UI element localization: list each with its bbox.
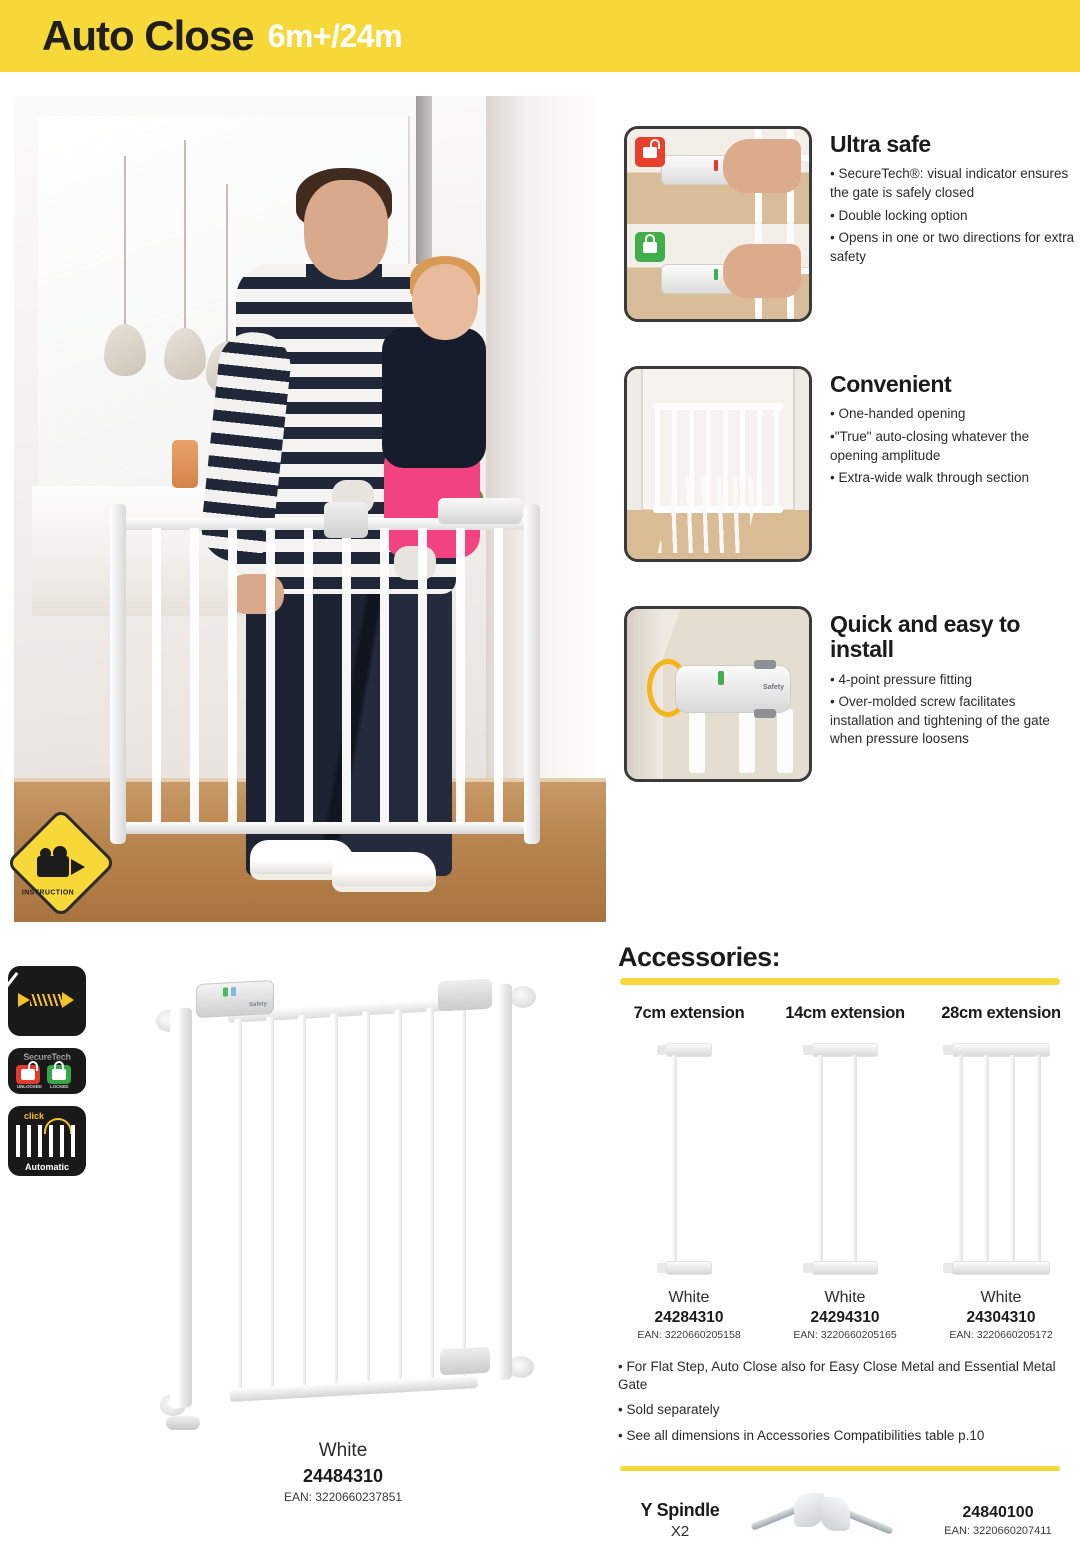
accessory-note: • See all dimensions in Accessories Compatibilities table p.10 <box>618 1427 985 1443</box>
spindle-image <box>742 1485 922 1555</box>
gate-bar <box>362 1011 370 1395</box>
accessory-reference: 24294310 <box>810 1309 880 1326</box>
extension-bar <box>1010 1055 1015 1263</box>
gate-hinge-top <box>438 978 492 1011</box>
feature-text-convenient <box>830 366 1080 562</box>
gate-foot <box>166 1416 200 1430</box>
accessory-ean: EAN: 3220660205158 <box>637 1329 741 1341</box>
gate-bars <box>114 528 536 824</box>
indicator-green <box>718 671 724 685</box>
padlock-open-icon <box>16 1065 40 1084</box>
feature-title: Convenient <box>830 371 952 397</box>
accessories-underline <box>620 978 1060 985</box>
product-color: White <box>318 1440 368 1461</box>
accessories-notes <box>618 1358 1070 1452</box>
accessory-color: White <box>824 1289 866 1306</box>
accessory-note: • Sold separately <box>618 1402 720 1418</box>
instruction-badge-label: INSTRUCTION <box>21 889 74 897</box>
feature-bullet: • Opens in one or two directions for extra safety <box>830 230 1075 264</box>
spindle-wing <box>820 1497 850 1531</box>
mount-nub <box>943 1045 953 1055</box>
hero-adult-head <box>304 180 388 280</box>
door-jamb-left <box>627 369 643 510</box>
gate-bar <box>394 1009 402 1393</box>
padlock-shackle <box>650 139 660 149</box>
gate-lock-mechanism <box>196 980 274 1018</box>
spindle-label-block <box>618 1500 742 1540</box>
gate-bottom-rail <box>110 822 540 834</box>
feature-title: Ultra safe <box>830 131 931 157</box>
feature-bullet: • One-handed opening <box>830 406 966 422</box>
feature-quick-easy-install <box>624 606 1080 782</box>
hero-safety-gate <box>110 518 540 834</box>
accessory-ean: EAN: 3220660205165 <box>793 1329 897 1341</box>
camera-body <box>37 856 69 877</box>
feature-bullet: • Double locking option <box>830 207 968 223</box>
indicator-green <box>714 269 718 280</box>
spindle-name: Y Spindle <box>640 1500 720 1520</box>
gate-post-left <box>110 504 126 844</box>
extension-bar <box>818 1055 823 1263</box>
gate-post-left <box>170 1007 192 1408</box>
securetech-label: SecureTech <box>13 1051 81 1063</box>
brand-logo: Safety <box>762 684 784 691</box>
feature-image-convenient <box>624 366 812 562</box>
extension-illustration <box>812 1043 878 1275</box>
accessory-item <box>614 1004 764 1341</box>
accessory-item <box>926 1004 1076 1341</box>
extension-illustration <box>666 1043 712 1275</box>
y-spindle-icon <box>820 1495 894 1541</box>
mount-nub <box>657 1045 667 1055</box>
gate-bar <box>458 1006 466 1390</box>
spindle-shaft <box>750 1506 797 1530</box>
accessory-reference: 24304310 <box>966 1309 1036 1326</box>
extension-bar <box>852 1055 857 1263</box>
securetech-state-locked: LOCKED <box>50 1084 69 1089</box>
accessory-ean: EAN: 3220660205172 <box>949 1329 1053 1341</box>
pendant-lamp-icon <box>226 184 228 350</box>
hero-baby-body <box>382 328 486 468</box>
automatic-icon <box>8 1106 86 1176</box>
spindle-shaft <box>846 1510 893 1534</box>
indicator-blue <box>231 987 236 996</box>
lock-state-unlocked-photo <box>627 129 809 224</box>
padlock-closed-icon <box>635 232 665 262</box>
spindle-divider <box>620 1466 1060 1471</box>
extension-top-cap <box>952 1043 1050 1057</box>
securetech-lock-states <box>16 1065 71 1084</box>
feature-bullet: • 4-point pressure fitting <box>830 671 973 687</box>
feature-bullet: • SecureTech®: visual indicator ensures the gate is safely closed <box>830 166 1069 200</box>
padlock-open-icon <box>635 137 665 167</box>
automatic-label: Automatic <box>24 1162 69 1172</box>
main-product-image <box>148 974 538 1434</box>
hero-baby-head <box>412 264 478 340</box>
feature-bullet: •"True" auto-closing whatever the opening amplitude <box>830 428 1030 463</box>
extension-bottom-cap <box>666 1261 712 1275</box>
product-ean: EAN: 3220660237851 <box>283 1490 403 1504</box>
gate-post <box>739 709 755 773</box>
extension-bar <box>672 1055 677 1263</box>
feature-text-ultra-safe <box>830 126 1080 322</box>
accessories-heading: Accessories: <box>618 942 781 972</box>
indicator-red <box>714 160 718 171</box>
accessory-reference: 24284310 <box>654 1309 724 1326</box>
feature-text-install <box>830 606 1080 782</box>
grip-pad <box>754 709 776 718</box>
feature-convenient <box>624 366 1080 562</box>
product-badge-column <box>8 966 90 1188</box>
video-camera-icon <box>37 848 85 878</box>
extension-illustration <box>952 1043 1050 1275</box>
pendant-lamp-icon <box>184 140 186 336</box>
accessory-name: 14cm extension <box>785 1004 905 1022</box>
hand-illustration <box>723 244 801 298</box>
hand-illustration <box>723 139 801 193</box>
extension-bottom-cap <box>812 1261 878 1275</box>
gate-hinge-bottom <box>440 1347 490 1376</box>
gate-handle <box>438 498 522 524</box>
padlock-body <box>643 147 657 158</box>
gate-bar <box>330 1013 338 1397</box>
prohibition-slash <box>14 972 80 1030</box>
feature-title: Quick and easy to install <box>830 611 1021 663</box>
lock-state-locked-photo <box>627 224 809 319</box>
padlock-body <box>52 1069 66 1080</box>
padlock-shackle <box>645 234 655 244</box>
pendant-lamp-icon <box>124 156 126 332</box>
feature-image-install <box>624 606 812 782</box>
product-reference: 24484310 <box>302 1466 384 1486</box>
spindle-reference: 24840100 <box>962 1503 1034 1521</box>
accessory-color: White <box>668 1289 710 1306</box>
page-header-banner <box>0 0 1080 72</box>
accessory-item <box>770 1004 920 1341</box>
securetech-icon <box>8 1048 86 1094</box>
extension-bottom-cap <box>952 1261 1050 1275</box>
feature-ultra-safe <box>624 126 1080 322</box>
automatic-click-callout: click <box>24 1111 45 1121</box>
accessory-color: White <box>980 1289 1022 1306</box>
gate-post-right <box>524 504 540 844</box>
securetech-state-unlocked: UNLOCKED <box>17 1084 42 1089</box>
camera-lens <box>71 859 85 875</box>
no-drill-icon <box>8 966 86 1036</box>
padlock-shackle <box>28 1061 38 1071</box>
accessories-grid <box>614 1004 1076 1341</box>
brand-logo: Safety <box>248 1001 267 1009</box>
gate-bars-glyph <box>16 1125 78 1157</box>
auto-close-gate-illustration <box>148 974 538 1434</box>
y-spindle-icon <box>750 1491 824 1537</box>
accessory-image <box>926 1037 1076 1285</box>
extension-bar <box>1036 1055 1041 1263</box>
padlock-body <box>643 242 657 253</box>
accessory-image <box>614 1037 764 1285</box>
accessory-name: 28cm extension <box>941 1004 1061 1022</box>
gate-bar-panel <box>234 1005 470 1402</box>
extension-bar <box>984 1055 989 1263</box>
padlock-body <box>21 1069 35 1080</box>
accessory-note: • For Flat Step, Auto Close also for Easy Close Metal and Essential Metal Gate <box>618 1359 1056 1393</box>
hero-lifestyle-photo <box>14 96 606 922</box>
gate-post <box>689 709 705 773</box>
accessory-image <box>770 1037 920 1285</box>
feature-image-locking <box>624 126 812 322</box>
grip-pad <box>754 660 776 669</box>
spindle-ean: EAN: 3220660207411 <box>944 1524 1052 1537</box>
padlock-closed-icon <box>47 1065 71 1084</box>
page-title: Auto Close <box>42 12 254 59</box>
gate-bar <box>426 1007 434 1391</box>
hero-adult-shoe <box>332 852 436 892</box>
padlock-shackle <box>54 1061 64 1071</box>
gate-bar <box>234 1018 242 1402</box>
door-jamb-right <box>793 369 809 510</box>
accessory-name: 7cm extension <box>633 1004 745 1022</box>
gate-bar <box>266 1016 274 1400</box>
mount-nub <box>803 1045 813 1055</box>
indicator-green <box>223 987 228 996</box>
pressure-cup <box>510 986 536 1008</box>
feature-bullet: • Over-molded screw facilitates installation and tightening of the gate when pressure loosens <box>830 694 1050 747</box>
gate-post-right <box>490 983 512 1380</box>
gate-latch-mechanism <box>324 502 368 538</box>
gate-bar <box>298 1015 306 1399</box>
age-range-label: 6m+/24m <box>267 17 403 54</box>
y-spindle-row <box>618 1484 1074 1556</box>
extension-bar <box>958 1055 963 1263</box>
feature-bullet: • Extra-wide walk through section <box>830 470 1030 486</box>
main-product-caption <box>148 1440 538 1504</box>
over-molded-screw-mechanism <box>675 665 791 713</box>
gate-post <box>777 709 793 773</box>
spindle-codes <box>922 1504 1074 1537</box>
spindle-quantity: X2 <box>670 1523 690 1540</box>
